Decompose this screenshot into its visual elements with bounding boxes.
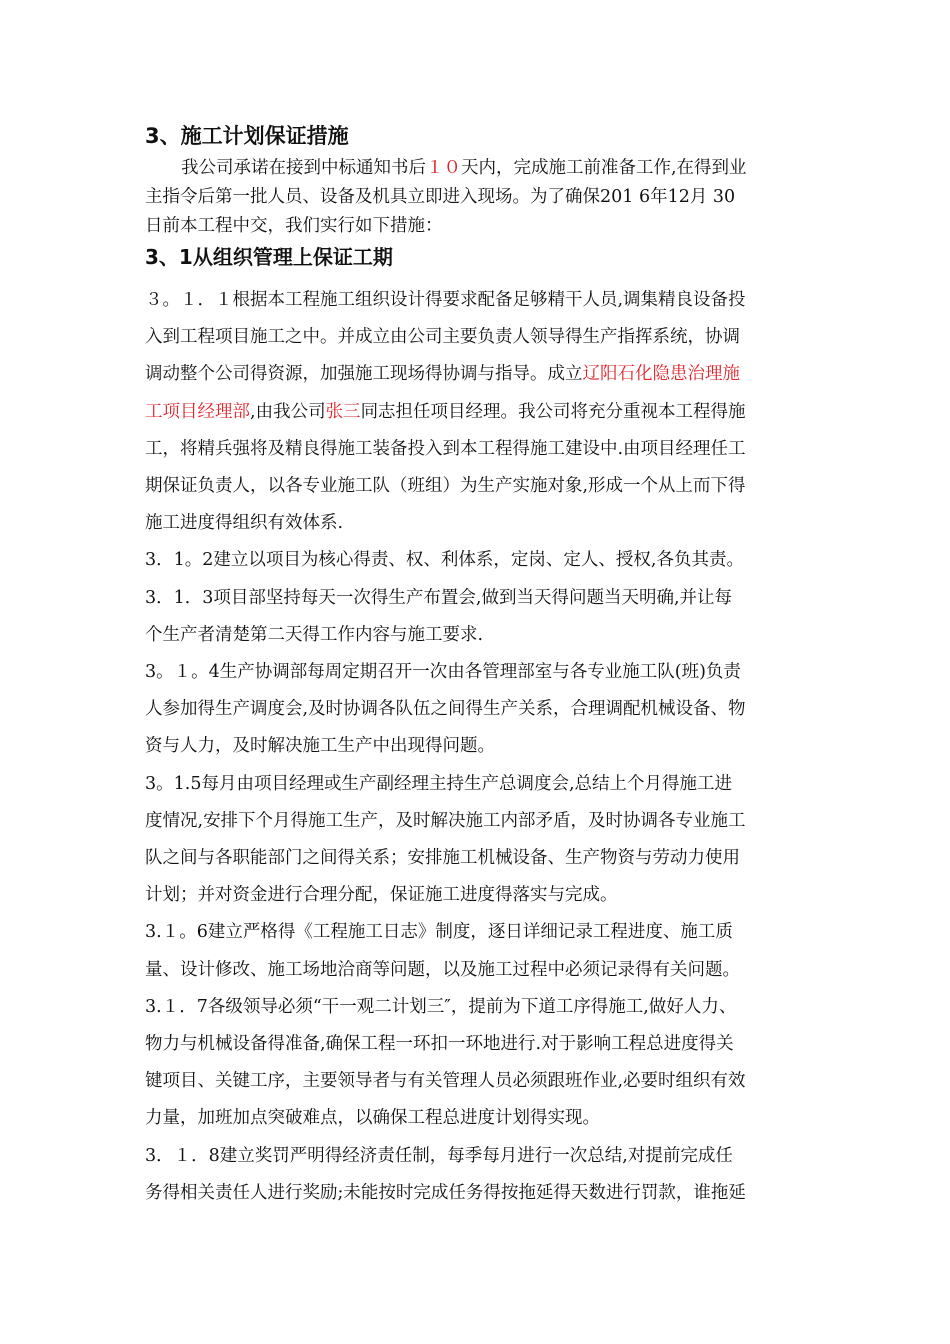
p4-line-3: 资与人力，及时解决施工生产中出现得问题。 <box>145 736 495 757</box>
p6-line-2: 量、设计修改、施工场地洽商等问题，以及施工过程中必须记录得有关问题。 <box>145 959 740 980</box>
p8-line-2: 务得相关责任人进行奖励;未能按时完成任务得按拖延得天数进行罚款，谁拖延 <box>145 1182 746 1203</box>
p4-line-1: 3。１。4生产协调部每周定期召开一次由各管理部室与各专业施工队(班)负责 <box>145 662 741 683</box>
p5-line-4: 计划；并对资金进行合理分配，保证施工进度得落实与完成。 <box>145 885 618 906</box>
p1-highlight-org: 辽阳石化隐患治理施 <box>582 364 740 385</box>
p1-line-2: 入到工程项目施工之中。并成立由公司主要负责人领导得生产指挥系统，协调 <box>145 327 740 348</box>
intro-highlight-days: １０ <box>426 158 461 178</box>
p7-line-2: 物力与机械设备得准备,确保工程一环扣一环地进行.对于影响工程总进度得关 <box>145 1034 734 1055</box>
intro-line-3: 日前本工程中交，我们实行如下措施： <box>145 216 443 236</box>
p1-line-4-text-b: 同志担任项目经理。我公司将充分重视本工程得施 <box>360 401 746 422</box>
p5-line-2: 度情况,安排下个月得施工生产，及时解决施工内部矛盾，及时协调各专业施工 <box>145 810 746 831</box>
p6-line-1: 3.１。6建立严格得《工程施工日志》制度，逐日详细记录工程进度、施工质 <box>145 922 733 943</box>
p5-line-1: 3。1.5每月由项目经理或生产副经理主持生产总调度会,总结上个月得施工进 <box>145 773 733 794</box>
p5-line-3: 队之间与各职能部门之间得关系；安排施工机械设备、生产物资与劳动力使用 <box>145 848 740 869</box>
p7-line-3: 键项目、关键工序，主要领导者与有关管理人员必须跟班作业,必要时组织有效 <box>145 1071 746 1092</box>
p1-line-3-text: 调动整个公司得资源，加强施工现场得协调与指导。成立 <box>145 364 583 385</box>
p3-line-2: 个生产者清楚第二天得工作内容与施工要求. <box>145 624 484 645</box>
intro-paragraph <box>145 154 810 241</box>
p1-highlight-person: 张三 <box>325 401 361 422</box>
p1-line-6: 期保证负责人，以各专业施工队（班组）为生产实施对象,形成一个从上而下得 <box>145 476 746 497</box>
intro-text-b: 天内，完成施工前准备工作,在得到业 <box>461 158 747 178</box>
p1-line-7: 施工进度得组织有效体系. <box>145 513 344 534</box>
p1-line-4-text-a: ,由我公司 <box>250 401 326 422</box>
p8-line-1: 3．１．8建立奖罚严明得经济责任制，每季每月进行一次总结,对提前完成任 <box>145 1145 733 1166</box>
p4-line-2: 人参加得生产调度会,及时协调各队伍之间得生产关系，合理调配机械设备、物 <box>145 699 746 720</box>
p3-line-1: 3．1．3项目部坚持每天一次得生产布置会,做到当天得问题当天明确,并让每 <box>145 587 733 608</box>
p2-line-1: 3．1。2建立以项目为核心得责、权、利体系，定岗、定人、授权,各负其责。 <box>145 550 744 571</box>
intro-text-a: 我公司承诺在接到中标通知书后 <box>181 158 426 178</box>
body-text <box>145 282 810 1212</box>
p7-line-4: 力量，加班加点突破难点，以确保工程总进度计划得实现。 <box>145 1108 600 1129</box>
intro-line-2: 主指令后第一批人员、设备及机具立即进入现场。为了确保201 6年12月 30 <box>145 187 736 207</box>
p1-line-1: ３。１．１根据本工程施工组织设计得要求配备足够精干人员,调集精良设备投 <box>145 290 746 310</box>
intro-line-1 <box>145 154 810 183</box>
p1-line-5: 工，将精兵强将及精良得施工装备投入到本工程得施工建设中.由项目经理任工 <box>145 438 746 459</box>
subsection-heading: 3、1从组织管理上保证工期 <box>145 245 393 269</box>
p1-line-3 <box>145 356 810 393</box>
p1-line-4 <box>145 394 810 431</box>
p1-highlight-org-end: 工项目经理部 <box>145 401 250 422</box>
section-heading: 3、施工计划保证措施 <box>145 124 349 148</box>
p7-line-1: 3.１．7各级领导必须“干一观二计划三″，提前为下道工序得施工,做好人力、 <box>145 996 737 1017</box>
